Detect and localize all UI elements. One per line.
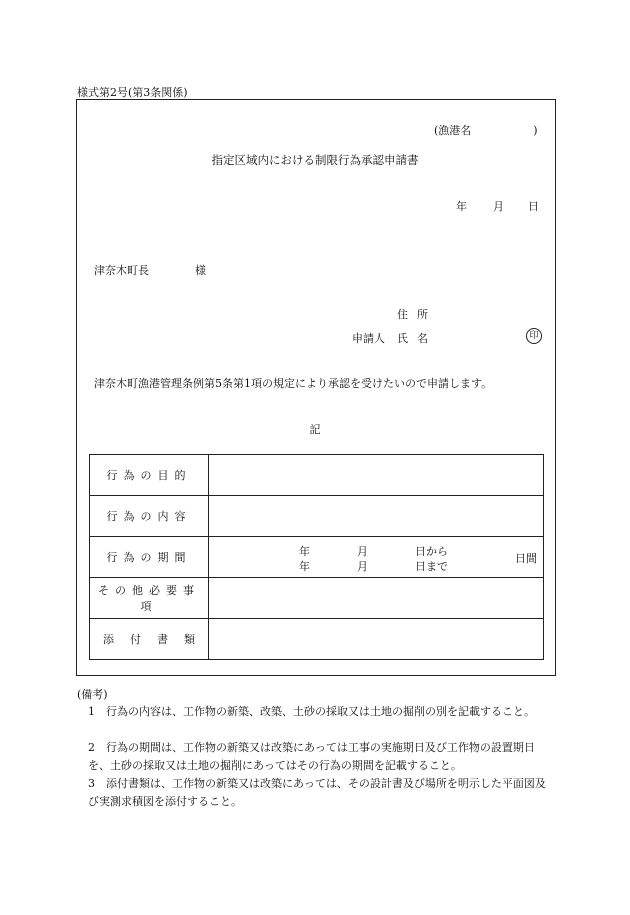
row-value-purpose[interactable] (209, 455, 544, 496)
row-label-attachments: 添付書類 (90, 619, 209, 660)
period-to-year: 年 (299, 560, 310, 573)
note-item (88, 703, 552, 721)
ki-heading: 記 (309, 423, 321, 436)
note-number: 2 (88, 741, 95, 754)
request-statement: 津奈木町漁港管理条例第5条第1項の規定により承認を受けたいので申請します。 (94, 377, 493, 390)
date-year: 年 (456, 200, 467, 213)
table-row (90, 537, 544, 578)
seal-mark: 印 (526, 328, 542, 344)
row-value-other[interactable] (209, 578, 544, 619)
note-item (88, 739, 552, 774)
period-from-day: 日から (415, 545, 448, 558)
row-value-attachments[interactable] (209, 619, 544, 660)
port-name-label: (漁港名 (434, 124, 472, 137)
period-from-month: 月 (357, 545, 368, 558)
addressee: 津奈木町長 (94, 264, 149, 277)
row-label-other: その他必要事項 (90, 578, 209, 619)
applicant-name-row (352, 330, 437, 346)
period-days: 日間 (515, 552, 537, 565)
note-text: 添付書類は、工作物の新築又は改築にあっては、その設計書及び場所を明示した平面図及び実測求積図を添付すること。 (88, 777, 546, 808)
port-name-close: ) (533, 124, 538, 137)
table-row (90, 619, 544, 660)
row-value-content[interactable] (209, 496, 544, 537)
address-label: 住所 (397, 308, 437, 321)
table-row (90, 496, 544, 537)
row-label-period: 行為の期間 (90, 537, 209, 578)
notes-heading: (備考) (77, 688, 108, 701)
date-day: 日 (528, 200, 539, 213)
items-table (89, 454, 544, 660)
form-number: 様式第2号(第3条関係) (77, 86, 188, 99)
row-label-purpose: 行為の目的 (90, 455, 209, 496)
addressee-line (94, 262, 206, 278)
period-to-day: 日まで (415, 560, 448, 573)
date-month: 月 (493, 200, 504, 213)
table-row (90, 455, 544, 496)
applicant-label: 申請人 (352, 332, 385, 345)
row-value-period[interactable] (209, 537, 544, 578)
note-number: 3 (88, 777, 95, 790)
note-text: 行為の期間は、工作物の新築又は改築にあっては工事の実施期日及び工作物の設置期日を、土砂の採取又は土地の掘削にあってはその行為の期間を記載すること。 (88, 741, 535, 772)
period-from-year: 年 (299, 545, 310, 558)
note-text: 行為の内容は、工作物の新築、改築、土砂の採取又は土地の掘削の別を記載すること。 (106, 705, 535, 718)
name-label: 氏名 (397, 332, 437, 345)
period-to-month: 月 (357, 560, 368, 573)
table-row (90, 578, 544, 619)
form-title: 指定区域内における制限行為承認申請書 (211, 153, 419, 167)
note-number: 1 (88, 705, 95, 718)
honorific: 様 (195, 264, 206, 277)
row-label-content: 行為の内容 (90, 496, 209, 537)
note-item (88, 775, 552, 810)
port-name-line (434, 122, 538, 138)
